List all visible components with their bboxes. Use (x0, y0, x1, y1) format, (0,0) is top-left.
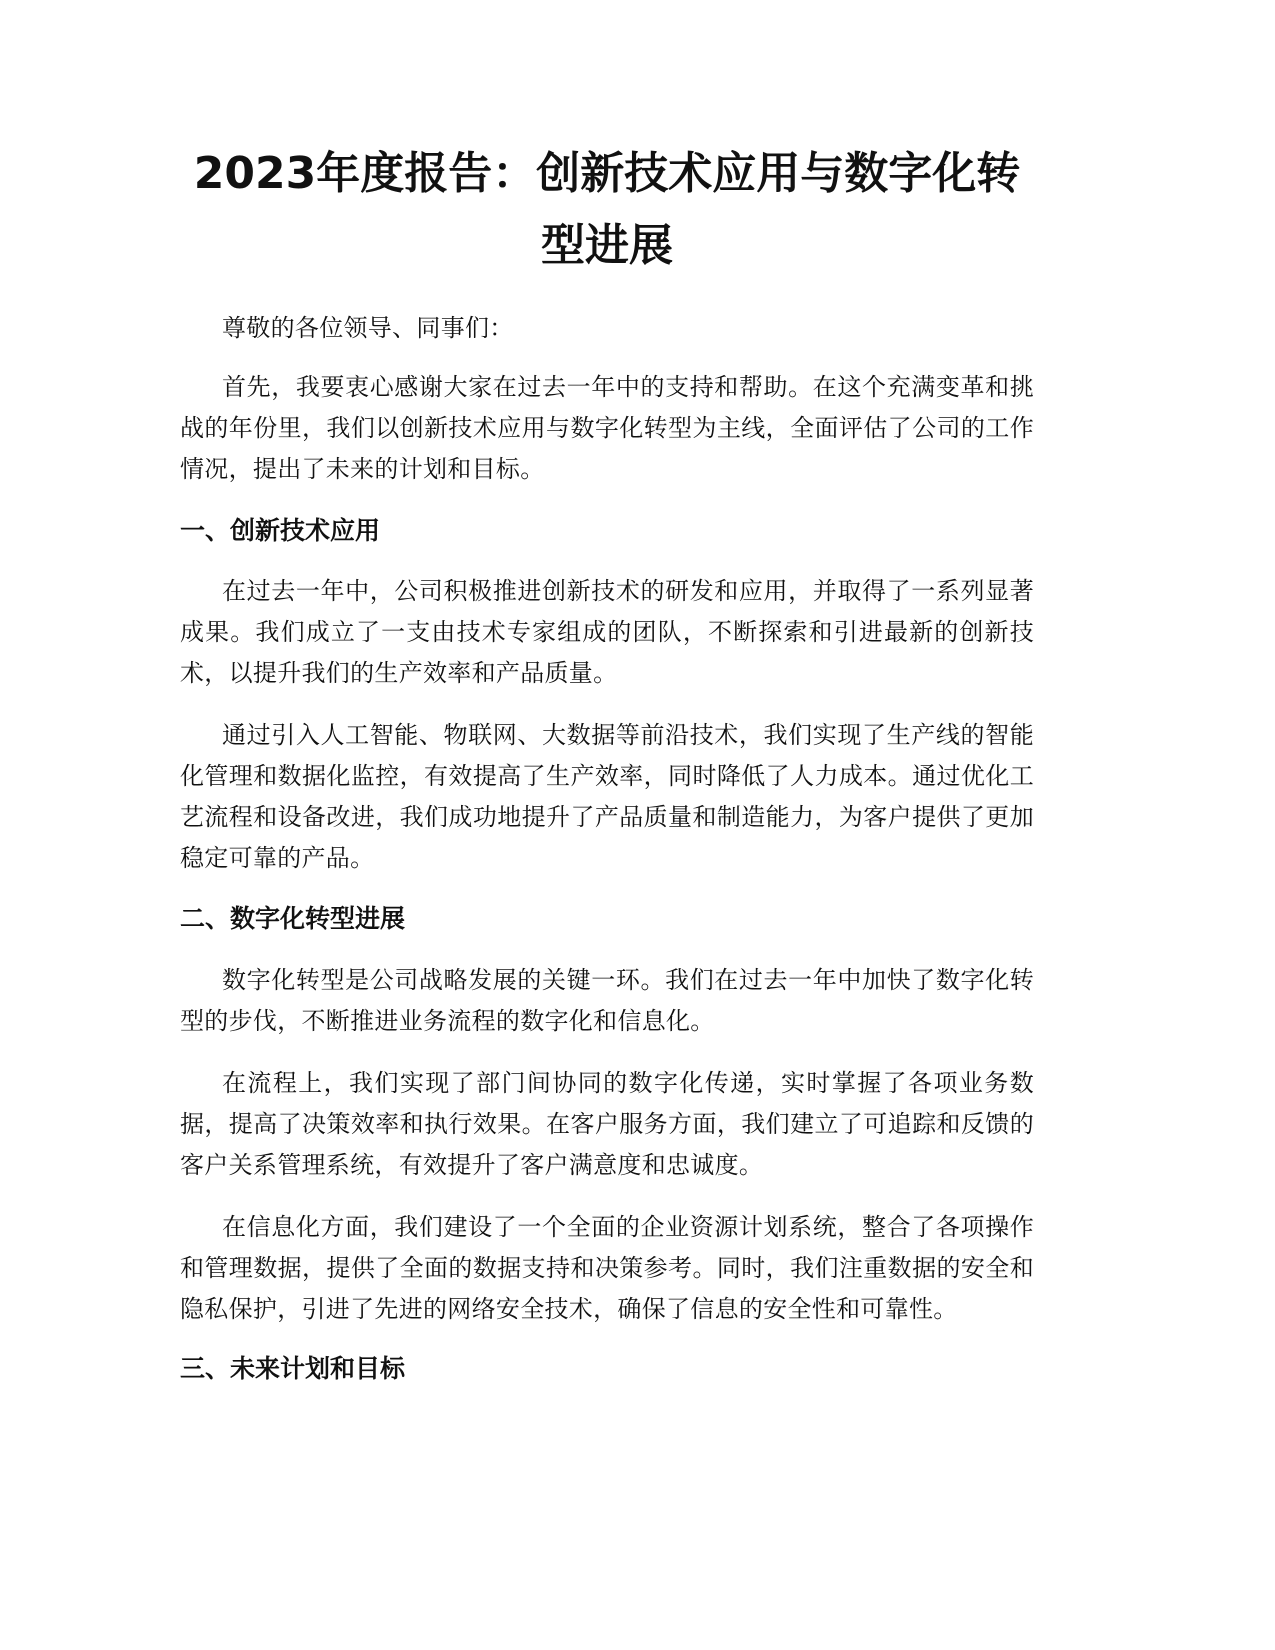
document-title: 2023年度报告：创新技术应用与数字化转型进展 (193, 148, 1021, 271)
section-heading-3: 三、未来计划和目标 (180, 1354, 406, 1383)
section-2-paragraph-3: 在信息化方面，我们建设了一个全面的企业资源计划系统，整合了各项操作和管理数据，提供了全面的数据支持和决策参考。同时，我们注重数据的安全和隐私保护，引进了先进的网络安全技术，确保了信息的安全性和可靠性。 (180, 1213, 1034, 1323)
section-1-paragraph-1: 在过去一年中，公司积极推进创新技术的研发和应用，并取得了一系列显著成果。我们成立了一支由技术专家组成的团队，不断探索和引进最新的创新技术，以提升我们的生产效率和产品质量。 (180, 577, 1034, 687)
section-heading-1: 一、创新技术应用 (180, 516, 381, 545)
section-heading-2: 二、数字化转型进展 (180, 904, 406, 933)
intro-paragraph: 首先，我要衷心感谢大家在过去一年中的支持和帮助。在这个充满变革和挑战的年份里，我们以创新技术应用与数字化转型为主线，全面评估了公司的工作情况，提出了未来的计划和目标。 (180, 373, 1034, 483)
section-1-paragraph-2: 通过引入人工智能、物联网、大数据等前沿技术，我们实现了生产线的智能化管理和数据化监控，有效提高了生产效率，同时降低了人力成本。通过优化工艺流程和设备改进，我们成功地提升了产品质量和制造能力，为客户提供了更加稳定可靠的产品。 (180, 721, 1034, 872)
greeting-paragraph: 尊敬的各位领导、同事们： (222, 314, 514, 342)
section-2-paragraph-1: 数字化转型是公司战略发展的关键一环。我们在过去一年中加快了数字化转型的步伐，不断推进业务流程的数字化和信息化。 (180, 966, 1034, 1035)
section-2-paragraph-2: 在流程上，我们实现了部门间协同的数字化传递，实时掌握了各项业务数据，提高了决策效率和执行效果。在客户服务方面，我们建立了可追踪和反馈的客户关系管理系统，有效提升了客户满意度和忠诚度。 (180, 1069, 1034, 1179)
